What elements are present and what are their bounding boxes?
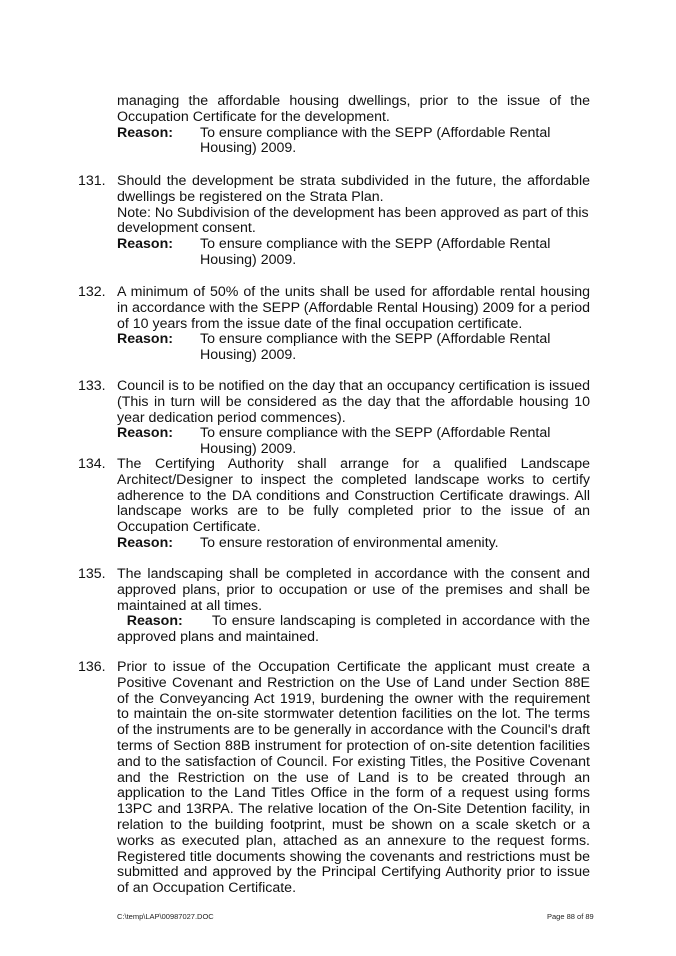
reason-label: Reason: [117,236,173,253]
condition-132 [78,285,590,364]
condition-number: 136. [78,659,106,675]
condition-body [117,285,590,364]
reason-text: To ensure compliance with the SEPP (Affordable Rental Housing) 2009. [200,124,551,157]
condition-body [117,457,590,552]
reason-text: To ensure compliance with the SEPP (Affordable Rental Housing) 2009. [200,331,551,364]
condition-134 [78,457,590,552]
condition-body [117,174,590,269]
condition-continuation [117,94,590,157]
condition-number: 131. [78,173,106,189]
reason-label: Reason: [117,331,173,348]
reason-row [117,126,590,158]
condition-paragraph: The landscaping shall be completed in accordance with the consent and approved plans, prior to occupation or use of the premises and shall be maintained at all times. [117,566,590,614]
condition-number: 133. [78,378,106,394]
condition-136 [78,660,590,897]
continuation-text: managing the affordable housing dwellings, prior to the issue of the Occupation Certificate for the development. [117,93,590,125]
reason-label: Reason: [117,534,173,551]
reason-label: Reason: [126,613,183,630]
reason-label: Reason: [117,124,173,141]
footer-page-number: Page 88 of 89 [547,912,594,921]
reason-text: To ensure compliance with the SEPP (Affordable Rental Housing) 2009. [200,425,551,458]
condition-paragraph: A minimum of 50% of the units shall be used for affordable rental housing in accordance with the SEPP (Affordable Rental Housing) 2009 for a period of 10 years from the issue date of the final occupation certificate. [117,284,590,332]
condition-number: 134. [78,456,106,472]
reason-label: Reason: [117,425,173,442]
condition-number: 132. [78,284,106,300]
condition-body [117,379,590,458]
reason-text: To ensure landscaping is completed in accordance with the approved plans and maintained. [117,613,590,646]
condition-number: 135. [78,566,106,582]
reason-row [117,536,590,552]
reason-row [117,426,590,458]
reason-text: To ensure restoration of environmental amenity. [200,534,499,551]
footer-file-path: C:\temp\LAP\00987027.DOC [117,912,214,921]
condition-body [117,567,590,646]
condition-note: Note: No Subdivision of the development has been approved as part of this development consent. [117,204,589,237]
reason-row [117,332,590,364]
condition-paragraph: Council is to be notified on the day that an occupancy certification is issued (This in turn will be considered as the day that the affordable housing 10 year dedication period commences). [117,378,590,426]
condition-paragraph: Prior to issue of the Occupation Certificate the applicant must create a Positive Covenant and Restriction on the Use of Land under Section 88E of the Conveyancing Act 1919, burdening the owner with the requirement to maintain the on-site stormwater detention facilities on the lot. The terms of the instruments are to be generally in accordance with the Council's draft terms of Section 88B instrument for protection of on-site detention facilities and to the satisfaction of Council. For existing Titles, the Positive Covenant and the Restriction on the use of Land is to be created through an application to the Land Titles Office in the form of a request using forms 13PC and 13RPA. The relative location of the On-Site Detention facility, in relation to the building footprint, must be shown on a scale sketch or a works as executed plan, attached as an annexure to the request forms. Registered title documents showing the covenants and restrictions must be submitted and approved by the Principal Certifying Authority prior to issue of an Occupation Certificate. [117,659,590,897]
reason-row [117,237,590,269]
condition-paragraph: Should the development be strata subdivided in the future, the affordable dwellings be registered on the Strata Plan. [117,173,590,205]
reason-text: To ensure compliance with the SEPP (Affordable Rental Housing) 2009. [200,236,551,268]
condition-paragraph: The Certifying Authority shall arrange for a qualified Landscape Architect/Designer to inspect the completed landscape works to certify adherence to the DA conditions and Construction Certificate drawings. All landscape works are to be fully completed prior to the issue of an Occupation Certificate. [117,456,590,536]
condition-body [117,660,590,897]
reason-inline [117,614,590,646]
condition-133 [78,379,590,458]
condition-131 [78,174,590,269]
condition-135 [78,567,590,646]
